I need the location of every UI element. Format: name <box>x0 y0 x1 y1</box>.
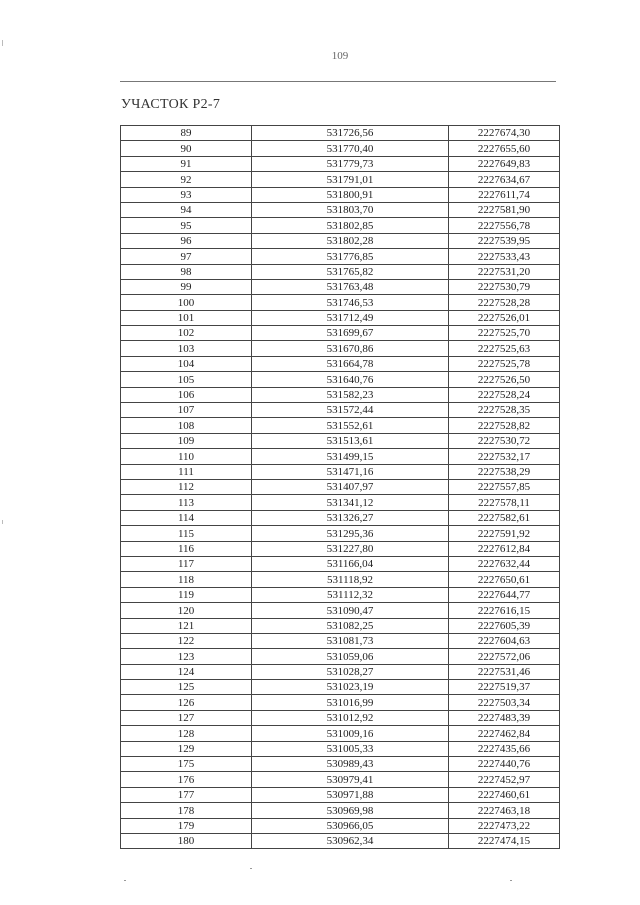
table-row <box>121 202 560 217</box>
y-coordinate-cell: 2227452,97 <box>449 772 560 787</box>
point-number-cell: 123 <box>121 649 252 664</box>
x-coordinate-cell: 531664,78 <box>252 356 449 371</box>
point-number-cell: 110 <box>121 449 252 464</box>
point-number-cell: 175 <box>121 757 252 772</box>
y-coordinate-cell: 2227612,84 <box>449 541 560 556</box>
point-number-cell: 128 <box>121 726 252 741</box>
x-coordinate-cell: 531166,04 <box>252 556 449 571</box>
y-coordinate-cell: 2227632,44 <box>449 556 560 571</box>
point-number-cell: 93 <box>121 187 252 202</box>
table-row <box>121 818 560 833</box>
x-coordinate-cell: 531802,28 <box>252 233 449 248</box>
point-number-cell: 98 <box>121 264 252 279</box>
scan-edge-mark <box>2 40 3 46</box>
point-number-cell: 121 <box>121 618 252 633</box>
x-coordinate-cell: 530989,43 <box>252 757 449 772</box>
point-number-cell: 117 <box>121 556 252 571</box>
y-coordinate-cell: 2227503,34 <box>449 695 560 710</box>
y-coordinate-cell: 2227435,66 <box>449 741 560 756</box>
x-coordinate-cell: 531499,15 <box>252 449 449 464</box>
x-coordinate-cell: 530962,34 <box>252 833 449 848</box>
table-row <box>121 126 560 141</box>
y-coordinate-cell: 2227674,30 <box>449 126 560 141</box>
y-coordinate-cell: 2227473,22 <box>449 818 560 833</box>
point-number-cell: 125 <box>121 680 252 695</box>
x-coordinate-cell: 530979,41 <box>252 772 449 787</box>
point-number-cell: 129 <box>121 741 252 756</box>
x-coordinate-cell: 531005,33 <box>252 741 449 756</box>
table-row <box>121 187 560 202</box>
scan-speck <box>124 880 126 881</box>
x-coordinate-cell: 531012,92 <box>252 710 449 725</box>
x-coordinate-cell: 531712,49 <box>252 310 449 325</box>
x-coordinate-cell: 531670,86 <box>252 341 449 356</box>
table-row <box>121 556 560 571</box>
table-row <box>121 510 560 525</box>
x-coordinate-cell: 531090,47 <box>252 603 449 618</box>
point-number-cell: 101 <box>121 310 252 325</box>
table-row <box>121 172 560 187</box>
table-row <box>121 310 560 325</box>
table-row <box>121 787 560 802</box>
x-coordinate-cell: 531572,44 <box>252 403 449 418</box>
x-coordinate-cell: 531803,70 <box>252 202 449 217</box>
point-number-cell: 109 <box>121 433 252 448</box>
table-row <box>121 464 560 479</box>
y-coordinate-cell: 2227531,46 <box>449 664 560 679</box>
point-number-cell: 99 <box>121 279 252 294</box>
x-coordinate-cell: 531081,73 <box>252 633 449 648</box>
x-coordinate-cell: 531016,99 <box>252 695 449 710</box>
table-row <box>121 218 560 233</box>
y-coordinate-cell: 2227440,76 <box>449 757 560 772</box>
table-row <box>121 633 560 648</box>
x-coordinate-cell: 531023,19 <box>252 680 449 695</box>
x-coordinate-cell: 531326,27 <box>252 510 449 525</box>
table-row <box>121 572 560 587</box>
y-coordinate-cell: 2227538,29 <box>449 464 560 479</box>
y-coordinate-cell: 2227530,79 <box>449 279 560 294</box>
y-coordinate-cell: 2227611,74 <box>449 187 560 202</box>
y-coordinate-cell: 2227519,37 <box>449 680 560 695</box>
y-coordinate-cell: 2227532,17 <box>449 449 560 464</box>
table-row <box>121 803 560 818</box>
x-coordinate-cell: 531341,12 <box>252 495 449 510</box>
table-row <box>121 526 560 541</box>
section-title: УЧАСТОК P2-7 <box>121 97 221 112</box>
point-number-cell: 97 <box>121 249 252 264</box>
y-coordinate-cell: 2227474,15 <box>449 833 560 848</box>
point-number-cell: 111 <box>121 464 252 479</box>
x-coordinate-cell: 531552,61 <box>252 418 449 433</box>
point-number-cell: 95 <box>121 218 252 233</box>
scan-edge-mark <box>2 520 3 524</box>
point-number-cell: 179 <box>121 818 252 833</box>
x-coordinate-cell: 531028,27 <box>252 664 449 679</box>
x-coordinate-cell: 531471,16 <box>252 464 449 479</box>
table-row <box>121 664 560 679</box>
table-row <box>121 695 560 710</box>
y-coordinate-cell: 2227525,70 <box>449 326 560 341</box>
x-coordinate-cell: 531513,61 <box>252 433 449 448</box>
point-number-cell: 127 <box>121 710 252 725</box>
point-number-cell: 113 <box>121 495 252 510</box>
x-coordinate-cell: 531059,06 <box>252 649 449 664</box>
scan-speck <box>250 868 252 869</box>
point-number-cell: 108 <box>121 418 252 433</box>
y-coordinate-cell: 2227605,39 <box>449 618 560 633</box>
table-row <box>121 279 560 294</box>
y-coordinate-cell: 2227528,28 <box>449 295 560 310</box>
scan-speck <box>510 880 512 881</box>
y-coordinate-cell: 2227526,50 <box>449 372 560 387</box>
x-coordinate-cell: 531227,80 <box>252 541 449 556</box>
point-number-cell: 120 <box>121 603 252 618</box>
y-coordinate-cell: 2227581,90 <box>449 202 560 217</box>
table-row <box>121 403 560 418</box>
x-coordinate-cell: 531082,25 <box>252 618 449 633</box>
y-coordinate-cell: 2227530,72 <box>449 433 560 448</box>
table-row <box>121 249 560 264</box>
table-row <box>121 495 560 510</box>
x-coordinate-cell: 531779,73 <box>252 156 449 171</box>
x-coordinate-cell: 531699,67 <box>252 326 449 341</box>
x-coordinate-cell: 531407,97 <box>252 479 449 494</box>
y-coordinate-cell: 2227556,78 <box>449 218 560 233</box>
table-row <box>121 387 560 402</box>
table-row <box>121 326 560 341</box>
y-coordinate-cell: 2227483,39 <box>449 710 560 725</box>
point-number-cell: 116 <box>121 541 252 556</box>
y-coordinate-cell: 2227531,20 <box>449 264 560 279</box>
table-row <box>121 141 560 156</box>
point-number-cell: 94 <box>121 202 252 217</box>
y-coordinate-cell: 2227525,63 <box>449 341 560 356</box>
point-number-cell: 176 <box>121 772 252 787</box>
point-number-cell: 118 <box>121 572 252 587</box>
table-row <box>121 264 560 279</box>
point-number-cell: 115 <box>121 526 252 541</box>
y-coordinate-cell: 2227578,11 <box>449 495 560 510</box>
point-number-cell: 119 <box>121 587 252 602</box>
x-coordinate-cell: 531802,85 <box>252 218 449 233</box>
y-coordinate-cell: 2227528,35 <box>449 403 560 418</box>
table-row <box>121 418 560 433</box>
x-coordinate-cell: 531295,36 <box>252 526 449 541</box>
table-row <box>121 710 560 725</box>
point-number-cell: 177 <box>121 787 252 802</box>
y-coordinate-cell: 2227539,95 <box>449 233 560 248</box>
y-coordinate-cell: 2227572,06 <box>449 649 560 664</box>
point-number-cell: 106 <box>121 387 252 402</box>
x-coordinate-cell: 531800,91 <box>252 187 449 202</box>
x-coordinate-cell: 531582,23 <box>252 387 449 402</box>
y-coordinate-cell: 2227557,85 <box>449 479 560 494</box>
point-number-cell: 91 <box>121 156 252 171</box>
table-row <box>121 649 560 664</box>
table-row <box>121 433 560 448</box>
table-row <box>121 449 560 464</box>
point-number-cell: 180 <box>121 833 252 848</box>
point-number-cell: 105 <box>121 372 252 387</box>
table-row <box>121 295 560 310</box>
point-number-cell: 104 <box>121 356 252 371</box>
x-coordinate-cell: 531770,40 <box>252 141 449 156</box>
table-row <box>121 741 560 756</box>
point-number-cell: 124 <box>121 664 252 679</box>
y-coordinate-cell: 2227528,24 <box>449 387 560 402</box>
y-coordinate-cell: 2227634,67 <box>449 172 560 187</box>
table-row <box>121 341 560 356</box>
y-coordinate-cell: 2227616,15 <box>449 603 560 618</box>
y-coordinate-cell: 2227528,82 <box>449 418 560 433</box>
y-coordinate-cell: 2227460,61 <box>449 787 560 802</box>
table-row <box>121 587 560 602</box>
y-coordinate-cell: 2227604,63 <box>449 633 560 648</box>
y-coordinate-cell: 2227463,18 <box>449 803 560 818</box>
page-number: 109 <box>331 50 349 62</box>
y-coordinate-cell: 2227649,83 <box>449 156 560 171</box>
point-number-cell: 178 <box>121 803 252 818</box>
point-number-cell: 102 <box>121 326 252 341</box>
y-coordinate-cell: 2227462,84 <box>449 726 560 741</box>
x-coordinate-cell: 530971,88 <box>252 787 449 802</box>
x-coordinate-cell: 531726,56 <box>252 126 449 141</box>
x-coordinate-cell: 531776,85 <box>252 249 449 264</box>
y-coordinate-cell: 2227526,01 <box>449 310 560 325</box>
point-number-cell: 89 <box>121 126 252 141</box>
table-row <box>121 680 560 695</box>
y-coordinate-cell: 2227582,61 <box>449 510 560 525</box>
y-coordinate-cell: 2227533,43 <box>449 249 560 264</box>
table-row <box>121 233 560 248</box>
point-number-cell: 103 <box>121 341 252 356</box>
x-coordinate-cell: 530969,98 <box>252 803 449 818</box>
point-number-cell: 107 <box>121 403 252 418</box>
table-row <box>121 156 560 171</box>
table-row <box>121 372 560 387</box>
x-coordinate-cell: 531746,53 <box>252 295 449 310</box>
point-number-cell: 92 <box>121 172 252 187</box>
x-coordinate-cell: 531009,16 <box>252 726 449 741</box>
x-coordinate-cell: 530966,05 <box>252 818 449 833</box>
table-row <box>121 541 560 556</box>
point-number-cell: 122 <box>121 633 252 648</box>
point-number-cell: 100 <box>121 295 252 310</box>
table-row <box>121 833 560 848</box>
x-coordinate-cell: 531763,48 <box>252 279 449 294</box>
y-coordinate-cell: 2227525,78 <box>449 356 560 371</box>
table-row <box>121 479 560 494</box>
table-row <box>121 757 560 772</box>
point-number-cell: 114 <box>121 510 252 525</box>
table-row <box>121 603 560 618</box>
header-rule <box>120 81 556 82</box>
y-coordinate-cell: 2227655,60 <box>449 141 560 156</box>
table-row <box>121 618 560 633</box>
point-number-cell: 112 <box>121 479 252 494</box>
x-coordinate-cell: 531118,92 <box>252 572 449 587</box>
x-coordinate-cell: 531791,01 <box>252 172 449 187</box>
point-number-cell: 90 <box>121 141 252 156</box>
y-coordinate-cell: 2227650,61 <box>449 572 560 587</box>
x-coordinate-cell: 531640,76 <box>252 372 449 387</box>
table-row <box>121 726 560 741</box>
y-coordinate-cell: 2227591,92 <box>449 526 560 541</box>
x-coordinate-cell: 531765,82 <box>252 264 449 279</box>
coordinates-table-body <box>121 126 560 849</box>
table-row <box>121 356 560 371</box>
table-row <box>121 772 560 787</box>
point-number-cell: 96 <box>121 233 252 248</box>
x-coordinate-cell: 531112,32 <box>252 587 449 602</box>
coordinates-table <box>120 125 560 849</box>
y-coordinate-cell: 2227644,77 <box>449 587 560 602</box>
point-number-cell: 126 <box>121 695 252 710</box>
